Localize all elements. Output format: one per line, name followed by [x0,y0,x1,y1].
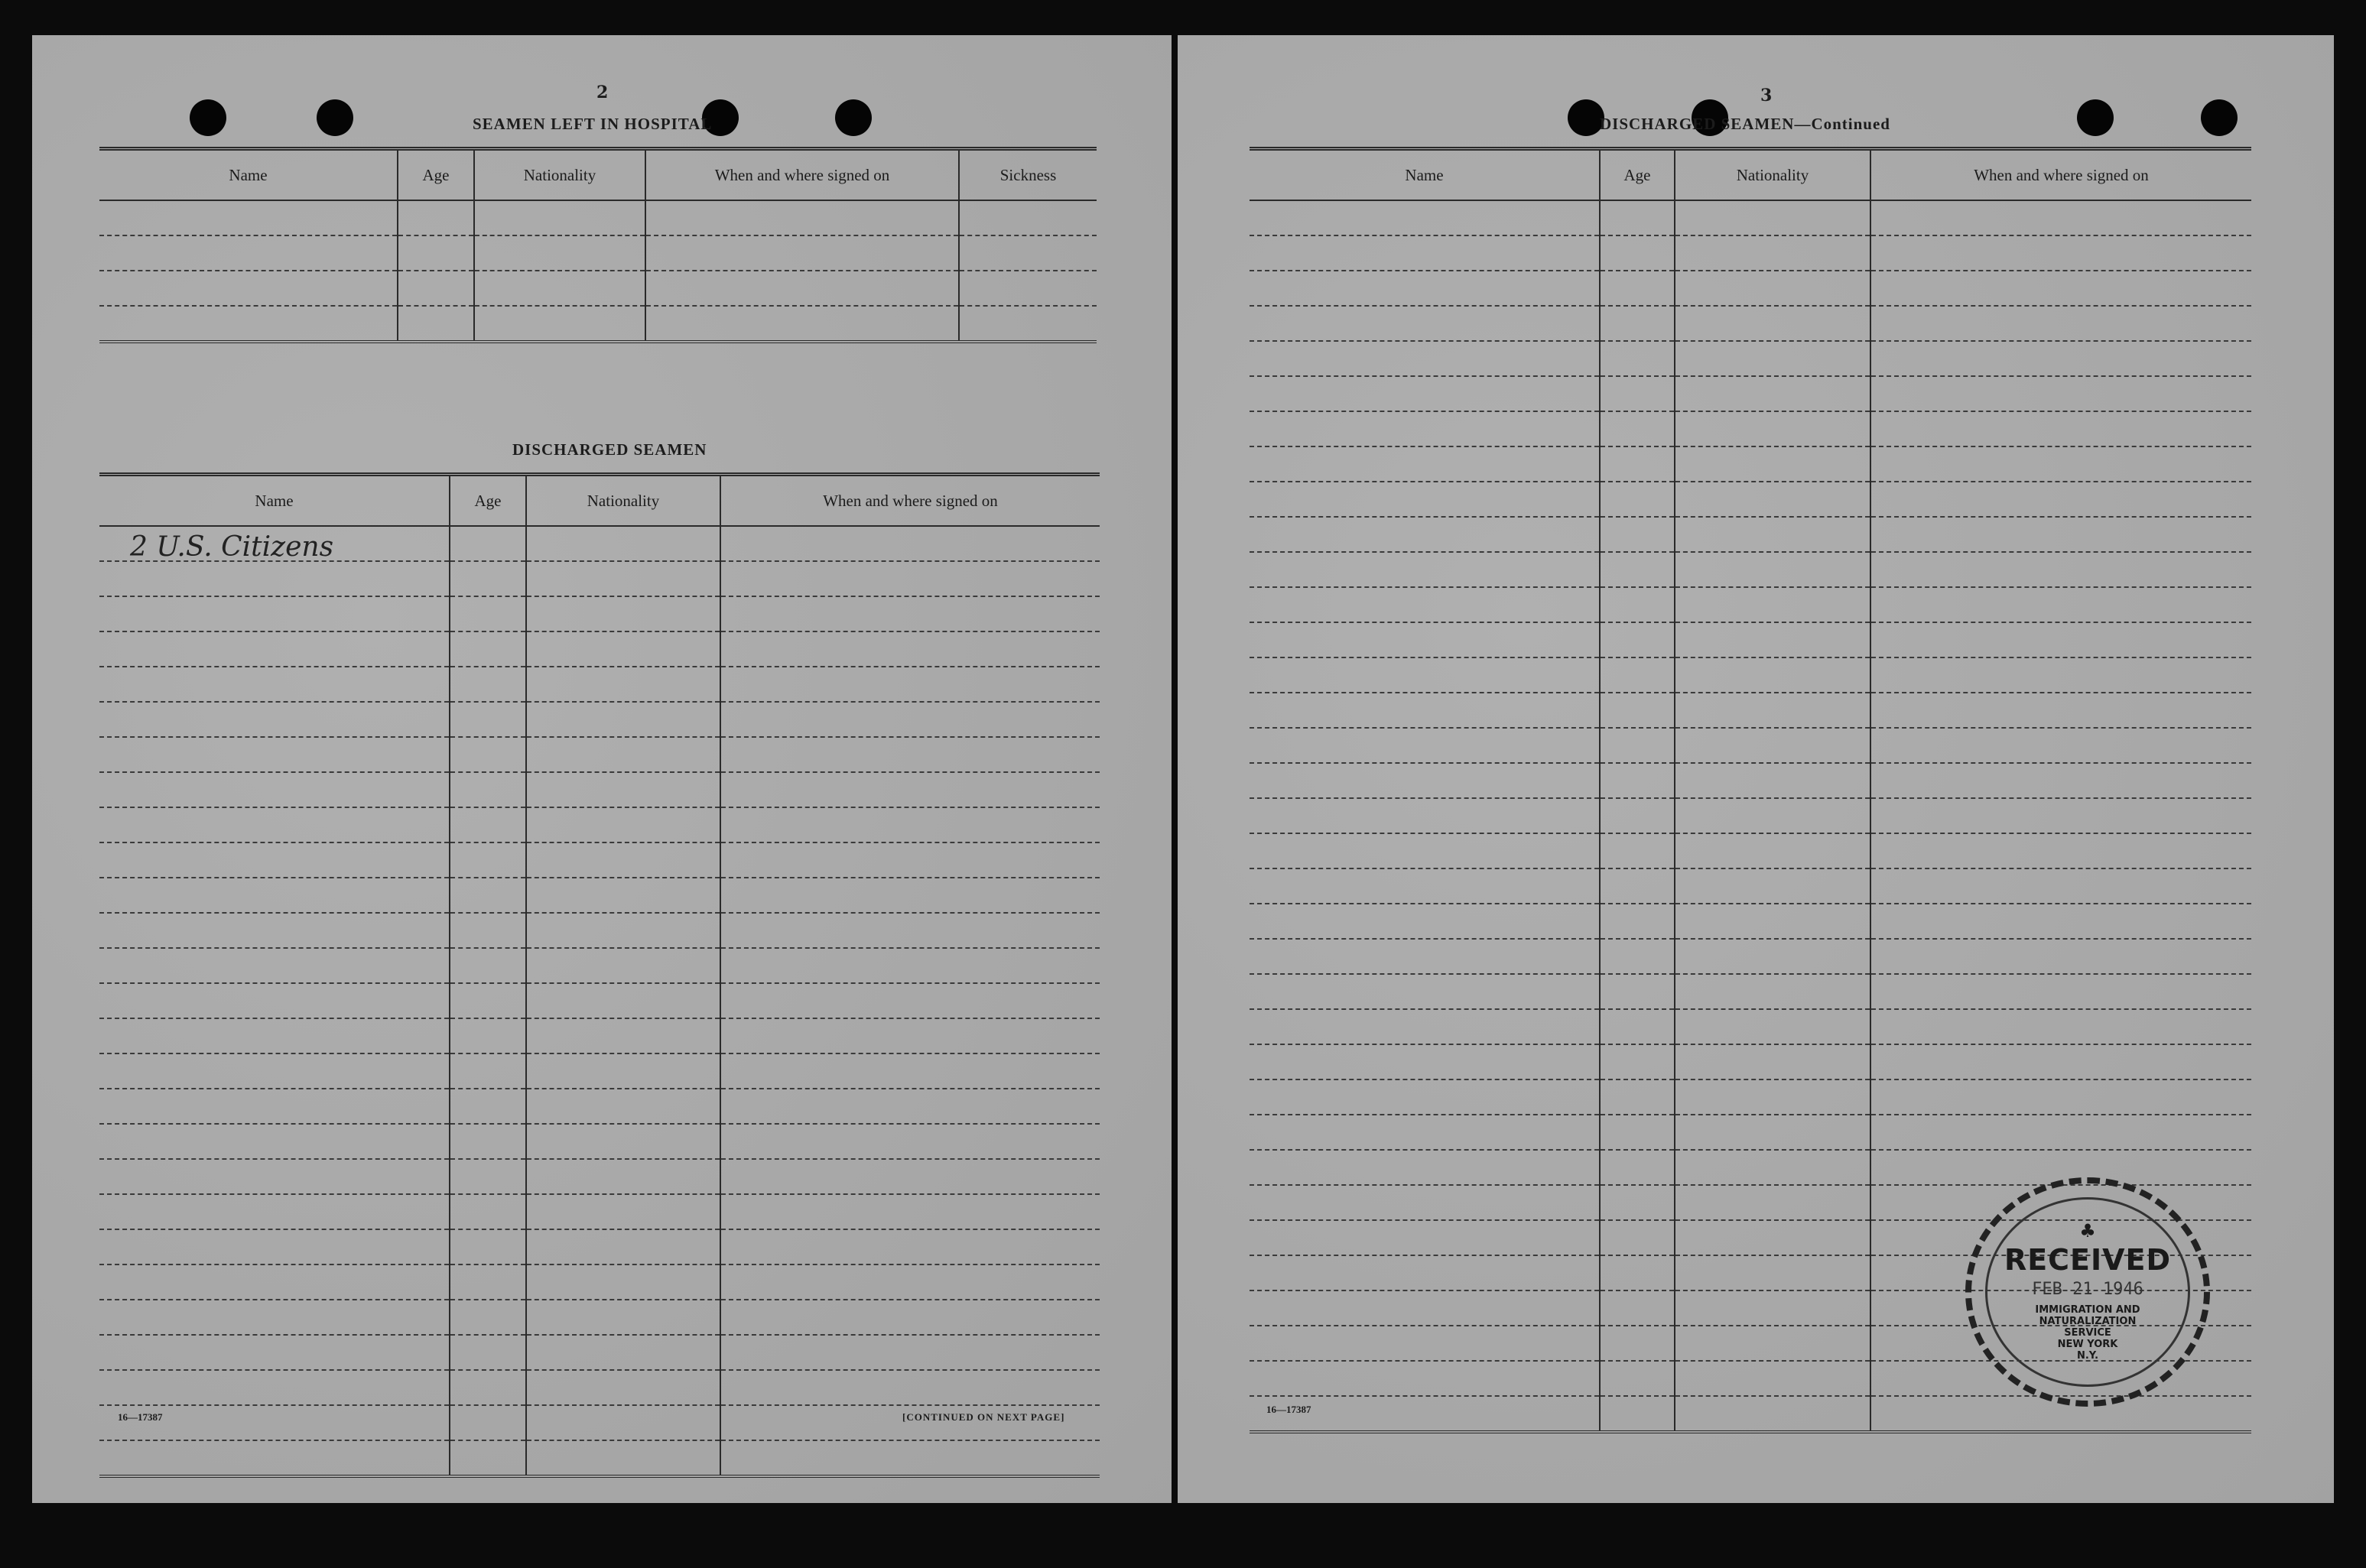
column-header-age: Age [398,149,474,201]
table-row [99,1300,1100,1335]
column-header-signed-on: When and where signed on [1870,149,2251,201]
table-row [1250,306,2251,341]
table-row [99,1264,1100,1300]
table-row [1250,1115,2251,1150]
table-row [1250,1079,2251,1115]
table-row [99,1124,1100,1159]
received-stamp [1965,1177,2210,1407]
punch-hole [317,99,353,136]
table-row [1250,517,2251,552]
table-row [1250,904,2251,939]
table-header-row [1250,149,2251,201]
column-header-name: Name [99,149,398,201]
table-row [1250,552,2251,587]
page-number: 3 [1760,86,1773,106]
table-row [99,235,1097,271]
table-row [99,807,1100,842]
column-header-nationality: Nationality [526,475,720,527]
punch-hole [2201,99,2238,136]
column-header-sickness: Sickness [959,149,1097,201]
table-row [99,842,1100,878]
table-row [1250,341,2251,376]
stamp-label: RECEIVED [2004,1243,2172,1277]
table-row [99,667,1100,702]
table-row [1250,833,2251,868]
table-row [99,878,1100,913]
left-page [32,35,1172,1503]
table-row [99,948,1100,983]
table-row [1250,482,2251,517]
table-row [99,1229,1100,1264]
column-header-signed-on: When and where signed on [645,149,959,201]
table-row [1250,657,2251,693]
table-row [99,1089,1100,1124]
discharged-section-title: DISCHARGED SEAMEN [512,440,707,459]
table-row [99,271,1097,306]
table-row [99,1335,1100,1370]
hospital-section-title: SEAMEN LEFT IN HOSPITAL [473,115,713,133]
table-row [1250,974,2251,1009]
eagle-emblem-icon: ♣ [2079,1220,2096,1242]
page-number: 2 [596,83,609,102]
table-row [1250,868,2251,904]
handwritten-entry: 2 U.S. Citizens [130,531,334,563]
table-row [1250,798,2251,833]
table-row [99,561,1100,596]
continued-section-title: DISCHARGED SEAMEN—Continued [1600,115,1890,133]
table-row [99,1440,1100,1476]
column-header-nationality: Nationality [1675,149,1870,201]
table-row [1250,376,2251,411]
continued-note: [CONTINUED ON NEXT PAGE] [902,1411,1065,1423]
column-header-age: Age [450,475,526,527]
table-row [1250,1009,2251,1044]
table-row [1250,693,2251,728]
table-row [99,1194,1100,1229]
table-row [99,913,1100,948]
table-row [99,306,1097,342]
table-row [99,1053,1100,1089]
table-row [1250,728,2251,763]
column-header-signed-on: When and where signed on [720,475,1100,527]
table-row [1250,622,2251,657]
table-row [99,1370,1100,1405]
punch-hole [1568,99,1604,136]
table-header-row [99,475,1100,527]
discharged-table [99,472,1100,1478]
table-header-row [99,149,1097,201]
table-row [99,1018,1100,1053]
table-row [99,1159,1100,1194]
column-header-name: Name [99,475,450,527]
table-row [1250,587,2251,622]
column-header-nationality: Nationality [474,149,645,201]
table-row [99,983,1100,1018]
table-row [1250,1044,2251,1079]
stamp-date: FEB 21 1946 [2032,1280,2143,1299]
table-row [1250,271,2251,306]
form-number: 16—17387 [118,1411,163,1423]
table-row [1250,235,2251,271]
table-row [1250,939,2251,974]
table-row [1250,446,2251,482]
table-row [99,526,1100,561]
punch-hole [190,99,226,136]
table-row [1250,411,2251,446]
table-row [1250,200,2251,235]
table-row [99,631,1100,667]
table-row [99,737,1100,772]
table-row [99,200,1097,235]
table-row [99,772,1100,807]
column-header-name: Name [1250,149,1600,201]
punch-hole [835,99,872,136]
table-row [99,702,1100,737]
table-row [99,596,1100,631]
column-header-age: Age [1600,149,1675,201]
form-number: 16—17387 [1266,1404,1311,1415]
table-row [1250,763,2251,798]
punch-hole [2077,99,2114,136]
stamp-agency: IMMIGRATION AND NATURALIZATION SERVICE NEW YORK N.Y. [2035,1304,2140,1362]
hospital-table [99,147,1097,343]
